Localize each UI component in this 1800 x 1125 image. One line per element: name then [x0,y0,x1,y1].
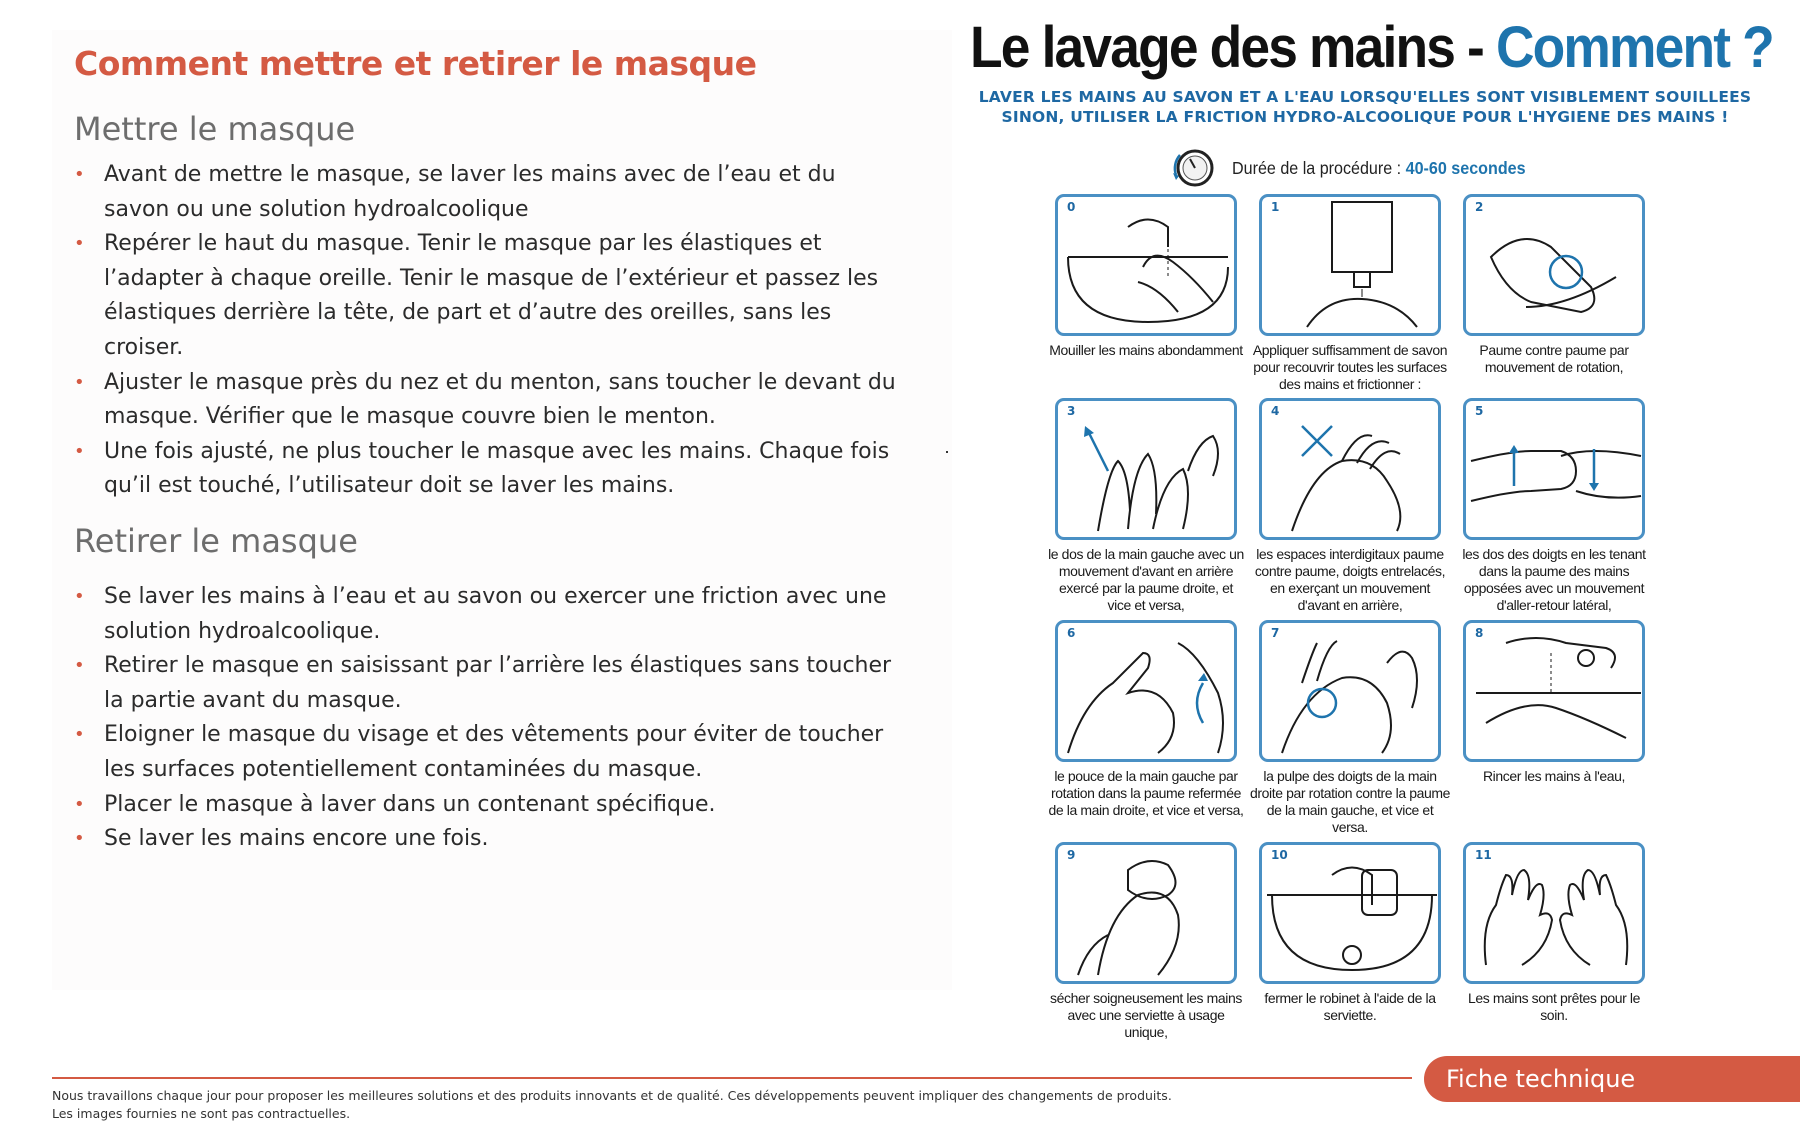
clean-hands-icon [1466,845,1642,981]
list-item: • Eloigner le masque du visage et des vêtements pour éviter de toucher les surfaces potentiellement contaminées du masque. [74,718,904,787]
duration-label: Durée de la procédure : [1232,157,1406,178]
step-number: 3 [1067,404,1076,418]
step-card-2 [1463,194,1645,336]
bullet-icon: • [74,586,85,607]
put-on-mask-heading: Mettre le masque [74,110,356,148]
step-caption-6: le pouce de la main gauche par rotation dans la paume refermée de la main droite, et vice et versa, [1048,768,1244,818]
list-item: • Se laver les mains à l’eau et au savon ou exercer une friction avec une solution hydroalcoolique. [74,580,904,649]
list-item: • Se laver les mains encore une fois. [74,822,904,857]
bullet-icon: • [74,793,85,815]
step-caption-0: Mouiller les mains abondamment [1049,342,1243,358]
rinse-hands-icon [1466,623,1642,759]
step-number: 2 [1475,200,1484,214]
bullet-icon: • [74,233,85,255]
stray-mark [946,451,948,453]
mask-instructions-panel [52,30,952,990]
poster-subtitle-line-1: LAVER LES MAINS AU SAVON ET A L'EAU LORSQU'ELLES SONT VISIBLEMENT SOUILLEES [978,88,1752,106]
step-caption-11: Les mains sont prêtes pour le soin. [1467,990,1641,1023]
list-item: • Ajuster le masque près du nez et du menton, sans toucher le devant du masque. Vérifier que le masque couvre bien le menton. [74,366,904,435]
list-item: • Repérer le haut du masque. Tenir le masque par les élastiques et l’adapter à chaque oreille. Tenir le masque de l’extérieur et passez les élastiques derrière la tête, de part et d’autre des oreilles, sans les croiser. [74,227,904,365]
step-number: 11 [1475,848,1492,862]
list-item: • Placer le masque à laver dans un contenant spécifique. [74,788,904,823]
step-card-7 [1259,620,1441,762]
step-caption-4: les espaces interdigitaux paume contre paume, doigts entrelacés, en exerçant un mouvement d'avant en arrière, [1254,546,1446,613]
bullet-icon: • [74,724,85,746]
step-caption-5: les dos des doigts en les tenant dans la paume des mains opposées avec un mouvement d'aller-retour latéral, [1462,546,1646,613]
close-tap-towel-icon [1262,845,1438,981]
remove-mask-list [74,580,904,857]
step-card-4 [1259,398,1441,540]
step-caption-8: Rincer les mains à l'eau, [1482,768,1626,784]
section-title: Comment mettre et retirer le masque [74,44,757,83]
step-card-0 [1055,194,1237,336]
step-card-10 [1259,842,1441,984]
step-number: 5 [1475,404,1484,418]
list-item: • Retirer le masque en saisissant par l’arrière les élastiques sans toucher la partie avant du masque. [74,649,904,718]
stopwatch-icon [1170,145,1216,191]
step-caption-2: Paume contre paume par mouvement de rotation, [1479,342,1629,375]
step-caption-1: Appliquer suffisamment de savon pour recouvrir toutes les surfaces des mains et frictionner : [1252,342,1448,392]
remove-mask-heading: Retirer le masque [74,522,358,560]
fingertips-rotation-icon [1262,623,1438,759]
step-card-1 [1259,194,1441,336]
fiche-technique-badge: Fiche technique [1424,1056,1800,1102]
step-card-5 [1463,398,1645,540]
palm-to-palm-icon [1466,197,1642,333]
step-number: 6 [1067,626,1076,640]
wet-hands-sink-icon [1058,197,1234,333]
step-number: 4 [1271,404,1280,418]
step-number: 0 [1067,200,1076,214]
bullet-icon: • [74,164,85,185]
handwashing-poster [955,0,1800,1060]
step-card-6 [1055,620,1237,762]
step-number: 9 [1067,848,1076,862]
duration-value: 40-60 secondes [1405,157,1526,178]
footer-disclaimer [52,1087,1352,1123]
step-card-11 [1463,842,1645,984]
interlaced-fingers-icon [1262,401,1438,537]
step-number: 1 [1271,200,1280,214]
bullet-icon: • [74,371,85,393]
footer-divider [52,1077,1412,1079]
step-caption-7: la pulpe des doigts de la main droite par rotation contre la paume de la main gauche, et vice et versa. [1250,768,1451,835]
step-number: 7 [1271,626,1280,640]
step-number: 10 [1271,848,1288,862]
step-caption-3: le dos de la main gauche avec un mouvement d'avant en arrière exercé par la paume droite, et vice et versa, [1048,546,1244,613]
thumb-rotation-icon [1058,623,1234,759]
bullet-icon: • [74,828,85,850]
list-item: • Avant de mettre le masque, se laver les mains avec de l’eau et du savon ou une solution hydroalcoolique [74,158,904,227]
poster-subtitle-line-2: SINON, UTILISER LA FRICTION HYDRO-ALCOOLIQUE POUR L'HYGIENE DES MAINS ! [1001,108,1729,126]
step-caption-10: fermer le robinet à l'aide de la serviette. [1264,990,1436,1023]
step-card-8 [1463,620,1645,762]
step-card-3 [1055,398,1237,540]
bullet-icon: • [74,440,85,462]
step-number: 8 [1475,626,1484,640]
put-on-mask-list [74,158,904,504]
list-item: • Une fois ajusté, ne plus toucher le masque avec les mains. Chaque fois qu’il est touché, l’utilisateur doit se laver les mains. [74,435,904,504]
dry-hands-towel-icon [1058,845,1234,981]
interlocked-fingers-icon [1466,401,1642,537]
step-card-9 [1055,842,1237,984]
poster-title: Le lavage des mains - Comment ? [970,15,1773,80]
step-caption-9: sécher soigneusement les mains avec une serviette à usage unique, [1050,990,1242,1040]
footer-line-2: Les images fournies ne sont pas contractuelles. [52,1106,351,1121]
procedure-duration [1170,146,1551,190]
bullet-icon: • [74,655,85,677]
footer-line-1: Nous travaillons chaque jour pour proposer les meilleures solutions et des produits innovants et de qualité. Ces développements peuvent impliquer des changements de produits. [52,1088,1172,1103]
back-of-hand-icon [1058,401,1234,537]
soap-dispenser-icon [1262,197,1438,333]
